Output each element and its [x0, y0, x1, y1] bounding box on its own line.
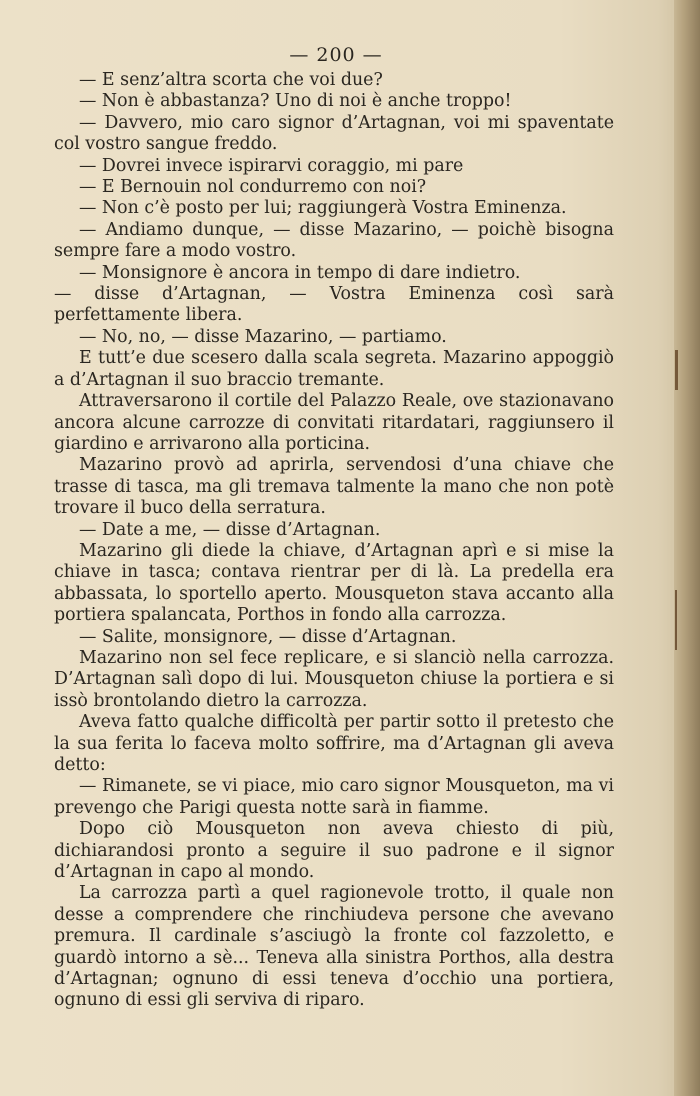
paragraph: — disse d’Artagnan, — Vostra Eminenza così sarà perfettamente libera.: [54, 284, 614, 326]
paragraph: — Salite, monsignore, — disse d’Artagnan.: [79, 626, 457, 647]
page-edge-mark: [675, 590, 677, 650]
paragraph: — Non c’è posto per lui; raggiungerà Vostra Eminenza.: [79, 198, 567, 219]
page-number: — 200 —: [289, 44, 383, 66]
paragraph: Mazarino non sel fece replicare, e si slanciò nella carrozza. D’Artagnan salì dopo di lui. Mousqueton chiuse la portiera e si issò brontolando dietro la carrozza.: [54, 647, 614, 711]
paragraph: — E senz’altra scorta che voi due?: [79, 70, 383, 90]
paragraph: Mazarino gli diede la chiave, d’Artagnan aprì e si mise la chiave in tasca; contava rientrar per di là. La predella era abbassata, lo sportello aperto. Mousqueton stava accanto alla portiera spalancata, Porthos in fondo alla carrozza.: [54, 540, 614, 626]
paragraph: — Monsignore è ancora in tempo di dare indietro.: [79, 262, 521, 283]
paragraph: — Davvero, mio caro signor d’Artagnan, voi mi spaventate col vostro sangue freddo.: [54, 112, 614, 155]
paragraph: — Non è abbastanza? Uno di noi è anche troppo!: [79, 91, 512, 112]
page-edge-mark: [675, 350, 678, 390]
paragraph: Attraversarono il cortile del Palazzo Reale, ove stazionavano ancora alcune carrozze di convitati ritardatari, raggiunsero il giardino e arrivarono alla porticina.: [54, 391, 614, 454]
paragraph: — E Bernouin nol condurremo con noi?: [79, 177, 427, 198]
page-spine-edge: [674, 0, 700, 1096]
paragraph: E tutt’e due scesero dalla scala segreta. Mazarino appoggiò a d’Artagnan il suo braccio tremante.: [54, 348, 614, 390]
paragraph: — Dovrei invece ispirarvi coraggio, mi pare: [79, 155, 464, 176]
paragraph: Aveva fatto qualche difficoltà per partir sotto il pretesto che la sua ferita lo faceva molto soffrire, ma d’Artagnan gli aveva detto:: [54, 712, 614, 775]
paragraph: — Date a me, — disse d’Artagnan.: [79, 519, 381, 540]
paragraph: Dopo ciò Mousqueton non aveva chiesto di più, dichiarandosi pronto a seguire il suo padrone e il signor d’Artagnan in capo al mondo.: [54, 819, 614, 883]
paragraph: La carrozza partì a quel ragionevole trotto, il quale non desse a comprendere che rinchiudeva persone che avevano premura. Il cardinale s’asciugò la fronte col fazzoletto, e guardò intorno a sè... Teneva alla sinistra Porthos, alla destra d’Artagnan; ognuno di essi teneva d’occhio una portiera, ognuno di essi gli serviva di riparo.: [54, 883, 614, 1011]
paragraph: — Andiamo dunque, — disse Mazarino, — poichè bisogna sempre fare a modo vostro.: [54, 219, 614, 262]
body-text: [54, 70, 614, 1012]
paragraph: Mazarino provò ad aprirla, servendosi d’una chiave che trasse di tasca, ma gli tremava talmente la mano che non potè trovare il buco della serratura.: [54, 455, 614, 519]
paragraph: — Rimanete, se vi piace, mio caro signor Mousqueton, ma vi prevengo che Parigi questa notte sarà in fiamme.: [54, 776, 614, 818]
paragraph: — No, no, — disse Mazarino, — partiamo.: [79, 326, 447, 347]
